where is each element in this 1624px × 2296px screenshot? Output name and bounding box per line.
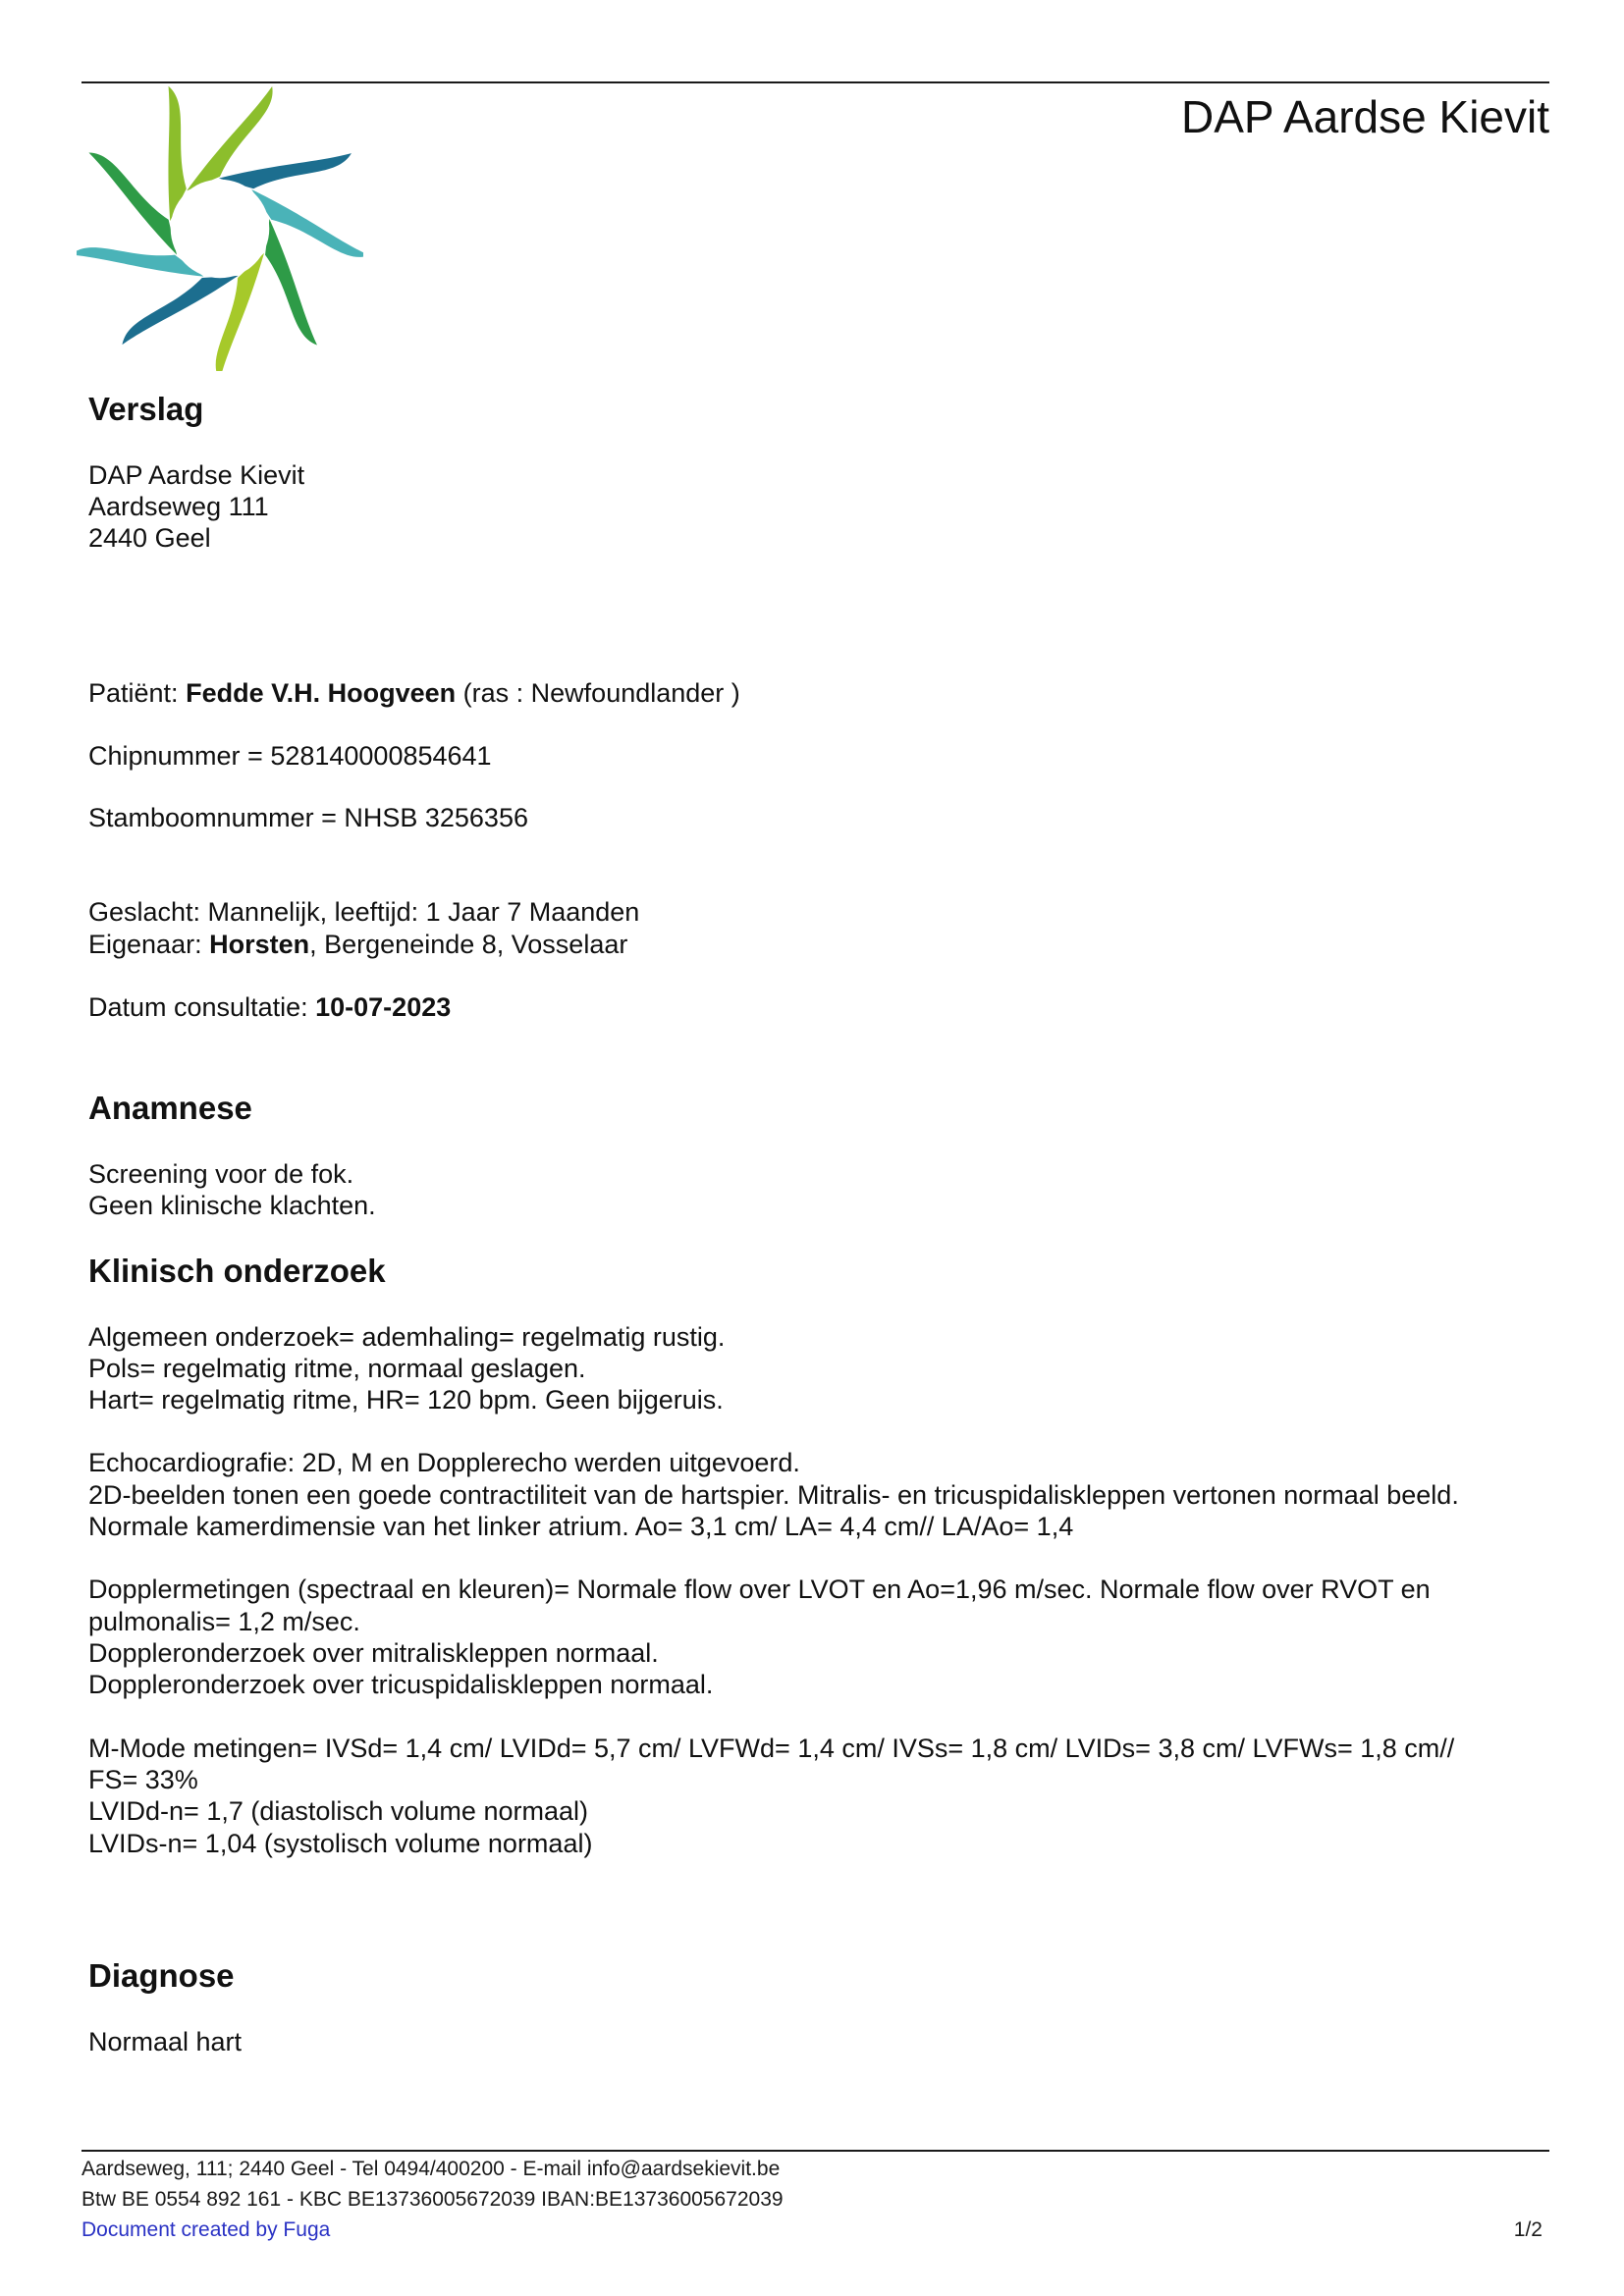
exam-line: Normale kamerdimensie van het linker atrium. Ao= 3,1 cm/ LA= 4,4 cm// LA/Ao= 1,4: [88, 1512, 1074, 1541]
klinisch-title: Klinisch onderzoek: [88, 1253, 386, 1289]
page-number: 1/2: [1513, 2218, 1543, 2241]
patient-label: Patiënt:: [88, 678, 179, 708]
anamnese-line: Geen klinische klachten.: [88, 1191, 376, 1220]
exam-line: Pols= regelmatig ritme, normaal geslagen.: [88, 1354, 586, 1383]
consult-date-line: [88, 991, 451, 1024]
clinic-name: DAP Aardse Kievit: [88, 460, 305, 490]
sex-age: Geslacht: Mannelijk, leeftijd: 1 Jaar 7 Maanden: [88, 897, 640, 927]
exam-line: Dopplermetingen (spectraal en kleuren)= Normale flow over LVOT en Ao=1,96 m/sec. Normale flow over RVOT en: [88, 1575, 1431, 1604]
owner-label: Eigenaar:: [88, 930, 202, 959]
patient-breed: (ras : Newfoundlander ): [462, 678, 740, 708]
chip-number: Chipnummer = 528140000854641: [88, 741, 492, 771]
footer-rule: [81, 2150, 1549, 2152]
consult-date-value: 10-07-2023: [315, 992, 452, 1022]
owner-address: , Bergeneinde 8, Vosselaar: [309, 930, 628, 959]
owner-line: [88, 929, 627, 961]
exam-line: 2D-beelden tonen een goede contractiliteit van de hartspier. Mitralis- en tricuspidaliskleppen vertonen normaal beeld.: [88, 1480, 1459, 1510]
owner-name: Horsten: [209, 930, 310, 959]
patient-name: Fedde V.H. Hoogveen: [186, 678, 457, 708]
clinic-city: 2440 Geel: [88, 523, 211, 553]
footer-contact: Aardseweg, 111; 2440 Geel - Tel 0494/400200 - E-mail info@aardsekievit.be: [81, 2158, 781, 2180]
brand-title: DAP Aardse Kievit: [1180, 91, 1549, 142]
anamnese-line: Screening voor de fok.: [88, 1159, 354, 1189]
clinic-street: Aardseweg 111: [88, 492, 269, 521]
anamnese-title: Anamnese: [88, 1090, 252, 1126]
exam-line: Echocardiografie: 2D, M en Dopplerecho werden uitgevoerd.: [88, 1448, 800, 1477]
exam-line: Doppleronderzoek over tricuspidaliskleppen normaal.: [88, 1670, 714, 1699]
footer-bank: Btw BE 0554 892 161 - KBC BE13736005672039 IBAN:BE13736005672039: [81, 2188, 784, 2211]
exam-line: LVIDs-n= 1,04 (systolisch volume normaal): [88, 1829, 593, 1858]
consult-date-label: Datum consultatie:: [88, 992, 308, 1022]
report-title: Verslag: [88, 391, 204, 427]
diagnose-text: Normaal hart: [88, 2027, 243, 2056]
pinwheel-logo-icon: [77, 86, 363, 371]
diagnose-title: Diagnose: [88, 1957, 235, 1994]
exam-line: pulmonalis= 1,2 m/sec.: [88, 1607, 360, 1636]
fuga-link[interactable]: Document created by Fuga: [81, 2218, 331, 2241]
exam-line: M-Mode metingen= IVSd= 1,4 cm/ LVIDd= 5,7 cm/ LVFWd= 1,4 cm/ IVSs= 1,8 cm/ LVIDs= 3,8 cm/ LVFWs= 1,8 cm//: [88, 1734, 1455, 1763]
pedigree-number: Stamboomnummer = NHSB 3256356: [88, 803, 528, 832]
exam-line: Doppleronderzoek over mitraliskleppen normaal.: [88, 1638, 659, 1668]
exam-line: Hart= regelmatig ritme, HR= 120 bpm. Geen bijgeruis.: [88, 1385, 724, 1415]
exam-line: LVIDd-n= 1,7 (diastolisch volume normaal): [88, 1796, 588, 1826]
header-rule: [81, 81, 1549, 83]
exam-line: FS= 33%: [88, 1765, 198, 1794]
exam-line: Algemeen onderzoek= ademhaling= regelmatig rustig.: [88, 1322, 726, 1352]
patient-line: [88, 677, 740, 710]
